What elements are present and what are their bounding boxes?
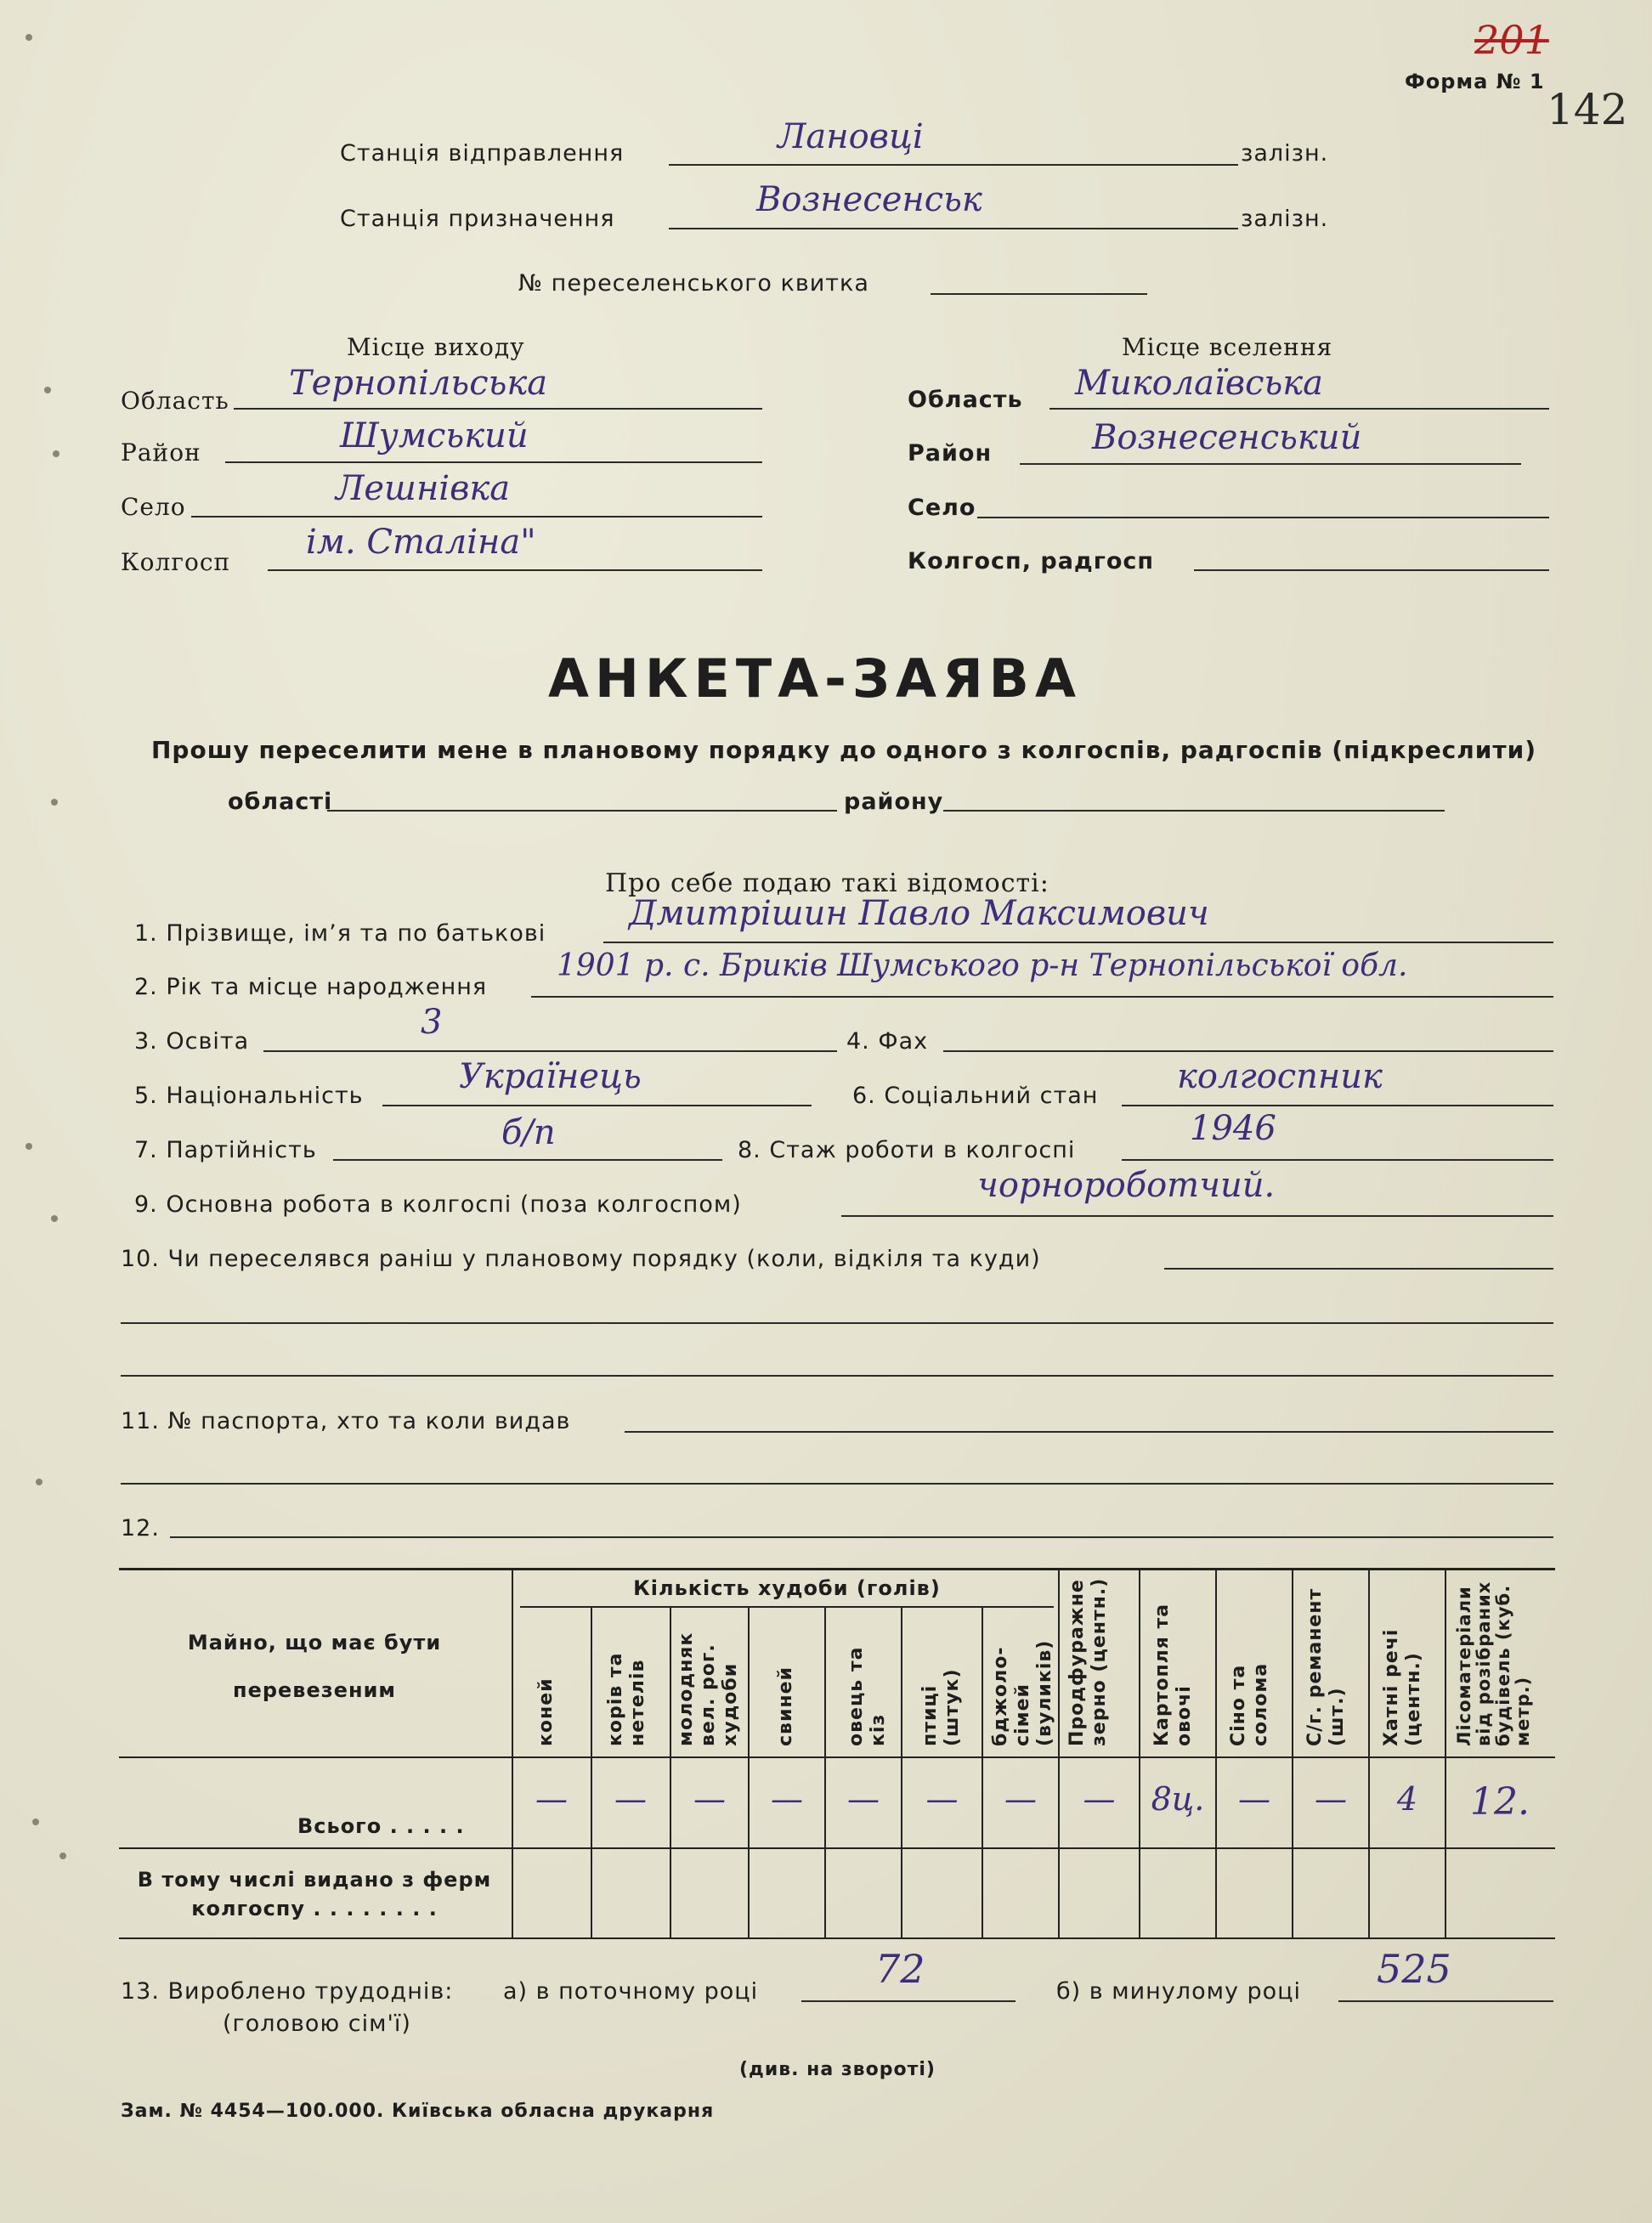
table-row-divider <box>119 1847 1555 1849</box>
field-9-line <box>841 1215 1553 1217</box>
table-bottom-border <box>119 1937 1555 1939</box>
table-column-divider <box>901 1606 902 1937</box>
oblast-line <box>327 810 837 812</box>
field-9-label: 9. Основна робота в колгоспі (поза колгоспом) <box>134 1191 742 1218</box>
raion-word: району <box>844 789 944 815</box>
total-cell: 8ц. <box>1151 1780 1205 1818</box>
livestock-group-line <box>520 1606 1054 1608</box>
oblast-word: області <box>228 789 333 815</box>
destination-oblast-label: Область <box>908 387 1023 413</box>
total-cell: — <box>847 1780 880 1818</box>
livestock-group-header: Кількість худоби (голів) <box>633 1576 941 1600</box>
total-cell: — <box>1004 1780 1037 1818</box>
table-top-border <box>119 1568 1555 1570</box>
total-cell: — <box>535 1780 568 1818</box>
departure-label: Станція відправлення <box>340 140 625 167</box>
origin-oblast-label: Область <box>121 387 229 415</box>
archive-number: 142 <box>1547 85 1628 134</box>
table-column-divider <box>591 1606 592 1937</box>
destination-selo-line <box>977 517 1549 518</box>
destination-station-value: Вознесенськ <box>756 180 982 219</box>
column-header: Картопля та овочі <box>1151 1603 1195 1746</box>
printer-note: Зам. № 4454—100.000. Київська обласна друкарня <box>121 2101 715 2122</box>
punch-hole <box>32 1819 39 1825</box>
field-10-extra-line <box>121 1375 1553 1377</box>
table-column-divider <box>670 1606 671 1937</box>
origin-raion-line <box>225 461 762 463</box>
punch-hole <box>53 450 59 457</box>
field-4-line <box>943 1050 1553 1052</box>
table-column-divider <box>824 1606 826 1937</box>
total-cell: — <box>1083 1780 1116 1818</box>
destination-selo-label: Село <box>908 495 976 521</box>
field-7-label: 7. Партійність <box>134 1137 317 1163</box>
field-3-line <box>263 1050 837 1052</box>
field-1-value: Дмитрішин Павло Максимович <box>629 894 1209 933</box>
column-header: Хатні речі (центн.) <box>1381 1628 1424 1746</box>
workdays-previous-label: б) в минулому році <box>1056 1978 1302 2005</box>
raion-line <box>943 810 1445 812</box>
punch-hole <box>44 387 51 393</box>
field-11-line <box>625 1431 1553 1433</box>
field-8-line <box>1122 1159 1553 1161</box>
field-5-line <box>382 1105 812 1106</box>
column-header: бджоло- сімей (вуликів) <box>990 1639 1055 1746</box>
departure-value: Лановці <box>778 117 924 156</box>
destination-oblast-value: Миколаївська <box>1075 364 1323 403</box>
origin-kolhosp-line <box>268 569 762 571</box>
punch-hole <box>51 799 58 806</box>
field-8-label: 8. Стаж роботи в колгоспі <box>738 1137 1076 1163</box>
field-5-value: Українець <box>459 1057 642 1096</box>
table-column-divider <box>748 1606 750 1937</box>
field-10-label: 10. Чи переселявся раніш у плановому порядку (коли, відкіля та куди) <box>121 1246 1041 1272</box>
ticket-label: № переселенського квитка <box>518 270 869 297</box>
destination-raion-label: Район <box>908 440 993 467</box>
destination-kolhosp-line <box>1194 569 1549 571</box>
field-6-value: колгоспник <box>1177 1057 1383 1096</box>
workdays-previous-value: 525 <box>1377 1946 1451 1992</box>
column-header: Лісоматеріали від розібраних будівель (куб. метр.) <box>1454 1581 1533 1746</box>
destination-raion-line <box>1020 463 1521 465</box>
field-12-label: 12. <box>121 1515 160 1541</box>
column-header: корів та нетелів <box>605 1652 648 1746</box>
destination-station-line <box>669 228 1238 229</box>
field-8-value: 1946 <box>1190 1109 1276 1148</box>
punch-hole <box>51 1215 58 1222</box>
destination-kolhosp-label: Колгосп, радгосп <box>908 548 1155 574</box>
origin-kolhosp-value: ім. Сталіна" <box>306 523 536 562</box>
field-2-line <box>531 996 1553 998</box>
see-reverse-note: (див. на звороті) <box>739 2059 936 2080</box>
origin-raion-value: Шумський <box>340 416 529 455</box>
field-4-label: 4. Фах <box>846 1028 929 1055</box>
total-cell: — <box>771 1780 803 1818</box>
punch-hole <box>25 1143 32 1150</box>
column-header: молодняк вел. рог. худоби <box>676 1632 741 1746</box>
workdays-current-label: а) в поточному році <box>503 1978 759 2005</box>
field-9-value: чорнороботчий. <box>977 1166 1276 1205</box>
destination-raion-value: Вознесенський <box>1092 418 1362 457</box>
about-heading: Про себе подаю такі відомості: <box>605 868 1049 898</box>
column-header: Продфуражне зерно (центн.) <box>1066 1577 1110 1746</box>
field-3-value: 3 <box>421 1003 443 1042</box>
column-header: Сіно та солома <box>1228 1662 1271 1746</box>
origin-selo-label: Село <box>121 493 186 521</box>
field-6-label: 6. Соціальний стан <box>852 1083 1099 1109</box>
destination-oblast-line <box>1049 408 1549 410</box>
table-column-divider <box>982 1606 983 1937</box>
farms-row-label: В тому числі видано з ферм колгоспу . . . . . . . . <box>137 1868 492 1920</box>
field-3-label: 3. Освіта <box>134 1028 250 1055</box>
table-header-bottom <box>119 1756 1555 1758</box>
destination-station-label: Станція призначення <box>340 206 615 232</box>
table-column-divider <box>512 1568 513 1937</box>
field-12-line <box>170 1536 1553 1538</box>
field-2-value: 1901 р. с. Бриків Шумського р-н Тернопільської обл. <box>557 948 1408 983</box>
origin-oblast-line <box>234 408 762 410</box>
origin-raion-label: Район <box>121 438 201 467</box>
field-11-extra-line <box>121 1483 1553 1485</box>
field-2-label: 2. Рік та місце народження <box>134 974 488 1000</box>
departure-rail-suffix: залізн. <box>1241 140 1329 167</box>
table-column-divider <box>1139 1568 1140 1937</box>
workdays-label: 13. Вироблено трудоднів: <box>121 1978 454 2005</box>
workdays-current-line <box>801 2000 1016 2002</box>
column-header: свиней <box>775 1666 796 1746</box>
punch-hole <box>25 34 32 41</box>
column-header: птиці (штук) <box>919 1668 963 1746</box>
workdays-sublabel: (головою сім'ї) <box>223 2011 411 2037</box>
field-5-label: 5. Національність <box>134 1083 364 1109</box>
workdays-previous-line <box>1338 2000 1553 2002</box>
table-column-divider <box>1215 1568 1217 1937</box>
total-cell: — <box>1315 1780 1347 1818</box>
total-cell: — <box>614 1780 647 1818</box>
field-6-line <box>1122 1105 1553 1106</box>
field-11-label: 11. № паспорта, хто та коли видав <box>121 1408 571 1434</box>
column-header: коней <box>535 1677 557 1746</box>
total-row-label: Всього . . . . . <box>297 1814 465 1838</box>
table-column-divider <box>1445 1568 1446 1937</box>
field-7-value: б/п <box>501 1113 556 1152</box>
origin-kolhosp-label: Колгосп <box>121 548 231 576</box>
table-column-divider <box>1292 1568 1293 1937</box>
destination-heading: Місце вселення <box>1122 333 1333 361</box>
field-1-line <box>603 942 1553 943</box>
total-cell: — <box>925 1780 959 1818</box>
punch-hole <box>36 1479 42 1485</box>
origin-oblast-value: Тернопільська <box>289 364 548 403</box>
table-column-divider <box>1368 1568 1370 1937</box>
total-cell: 12. <box>1470 1780 1530 1824</box>
origin-selo-value: Лешнівка <box>336 469 511 508</box>
field-10-line <box>1164 1268 1553 1270</box>
request-text: Прошу переселити мене в плановому порядку до одного з колгоспів, радгоспів (підкреслити) <box>151 736 1537 764</box>
destination-rail-suffix: залізн. <box>1241 206 1329 232</box>
departure-line <box>669 164 1238 166</box>
origin-heading: Місце виходу <box>347 333 525 361</box>
column-header: С/г. реманент (шт.) <box>1304 1587 1348 1746</box>
workdays-current-value: 72 <box>875 1946 925 1992</box>
archive-number-crossed: 201 <box>1474 17 1549 63</box>
page-title: АНКЕТА-ЗАЯВА <box>548 648 1082 710</box>
ticket-line <box>931 293 1147 295</box>
field-7-line <box>333 1159 722 1161</box>
table-row-header: Майно, що має бути перевезеним <box>187 1631 442 1702</box>
origin-selo-line <box>191 516 762 518</box>
total-cell: — <box>1238 1780 1270 1818</box>
punch-hole <box>59 1852 66 1859</box>
column-header: овець та кіз <box>846 1646 889 1746</box>
field-1-label: 1. Прізвище, ім’я та по батькові <box>134 920 546 947</box>
total-cell: — <box>693 1780 726 1818</box>
field-10-extra-line <box>121 1322 1553 1324</box>
total-cell: 4 <box>1396 1780 1418 1818</box>
table-column-divider <box>1058 1568 1060 1937</box>
form-number: Форма № 1 <box>1405 70 1545 93</box>
